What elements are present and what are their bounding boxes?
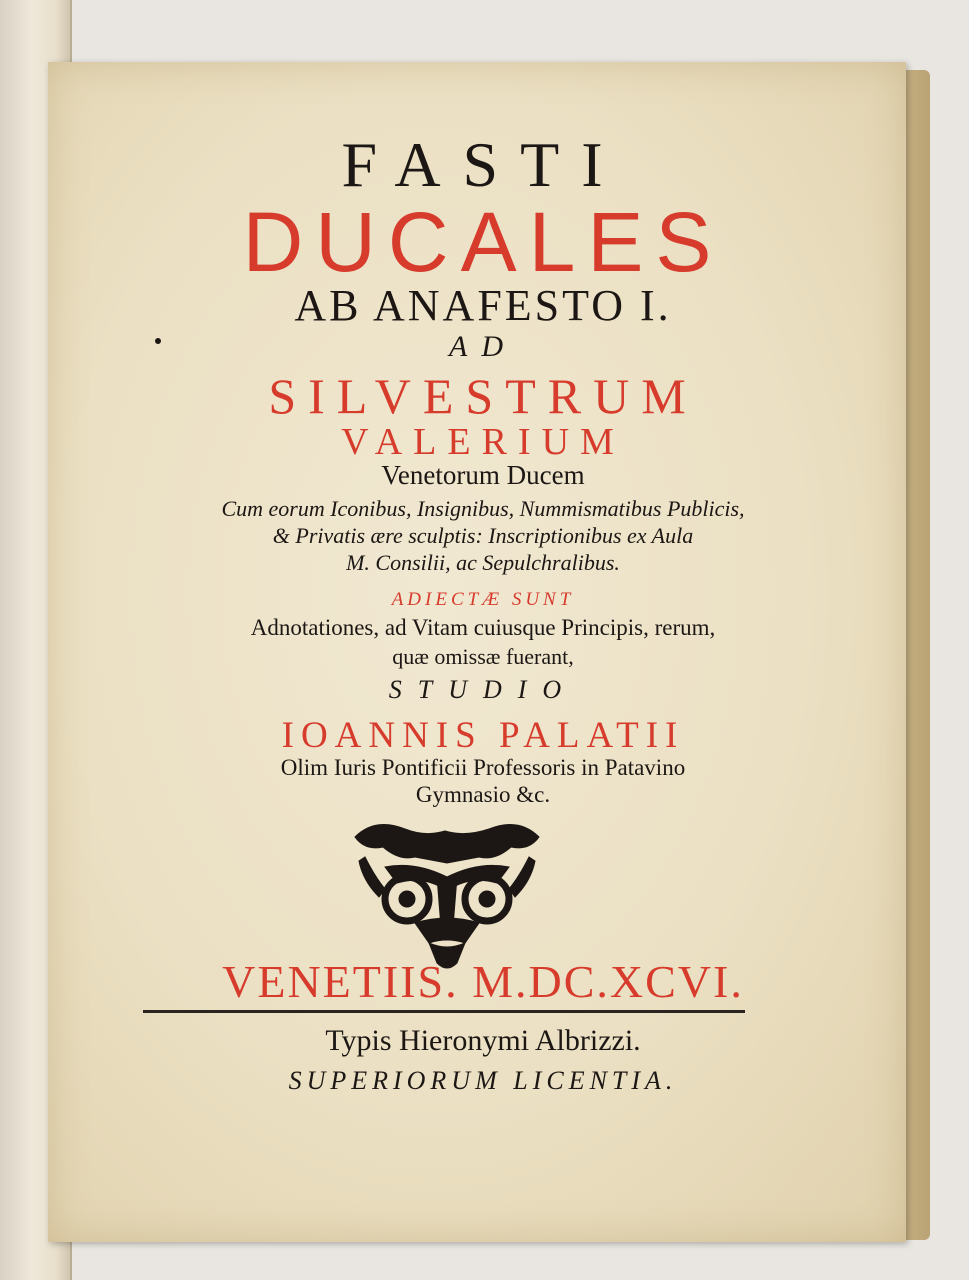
title-venetorum-ducem: Venetorum Ducem (381, 460, 585, 490)
title-silvestrum: SILVESTRUM (268, 368, 698, 424)
quae-omissae-line: quæ omissæ fuerant, (392, 644, 574, 669)
subtitle-line-3: M. Consilii, ac Sepulchralibus. (346, 550, 620, 575)
horizontal-rule (143, 1010, 745, 1013)
printers-ornament-icon (345, 817, 549, 973)
studio-line: STUDIO (388, 675, 578, 704)
title-page (48, 62, 906, 1242)
license-line: SUPERIORUM LICENTIA. (288, 1066, 678, 1095)
title-ad: AD (449, 330, 517, 363)
imprint-place-date: VENETIIS. M.DC.XCVI. (222, 956, 744, 1007)
subtitle-line-2: & Privatis ære sculptis: Inscriptionibus ex Aula (272, 523, 694, 548)
adnotationes-line: Adnotationes, ad Vitam cuiusque Principis, rerum, (250, 615, 716, 640)
subtitle-line-1: Cum eorum Iconibus, Insignibus, Nummismatibus Publicis, (221, 496, 745, 521)
adiectae-sunt: ADIECTÆ SUNT (391, 589, 575, 610)
author-title-line-1: Olim Iuris Pontificii Professoris in Patavino (280, 755, 686, 780)
title-ducales: DUCALES (242, 195, 724, 289)
title-ab-anafesto: AB ANAFESTO I. (294, 281, 672, 330)
author-title-line-2: Gymnasio &c. (415, 782, 551, 807)
printer-line: Typis Hieronymi Albrizzi. (325, 1024, 641, 1057)
author-name: IOANNIS PALATII (281, 715, 685, 756)
title-valerium: VALERIUM (341, 421, 625, 463)
title-fasti: FASTI (341, 129, 625, 200)
